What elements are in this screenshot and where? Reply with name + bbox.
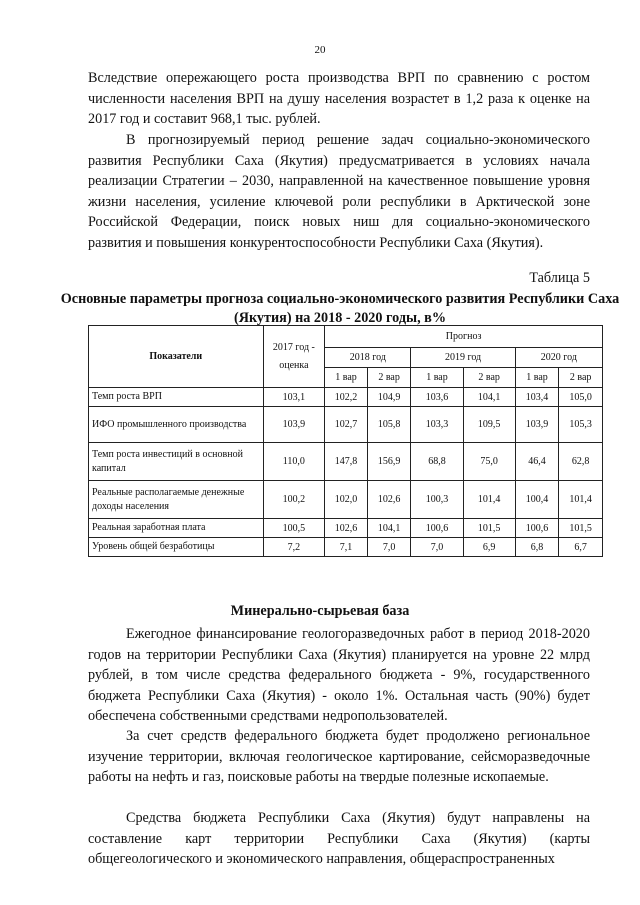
table-cell: 103,9: [515, 407, 559, 443]
paragraph-republic-budget: Средства бюджета Республики Саха (Якутия) будут направлены на составление карт территории Республики Саха (Якутия) (карты общегеологического и экономического направления, общераспространенных: [88, 810, 590, 868]
table-cell: 46,4: [515, 443, 559, 481]
table-cell: 6,9: [463, 538, 515, 557]
table-cell: 103,9: [263, 407, 325, 443]
table-cell: 7,1: [325, 538, 368, 557]
table-cell: 102,0: [325, 481, 368, 519]
table-cell: 100,4: [515, 481, 559, 519]
table-cell: 101,4: [463, 481, 515, 519]
header-2017: 2017 год - оценка: [263, 326, 325, 388]
table-cell: 103,3: [411, 407, 463, 443]
table-row: [89, 519, 603, 538]
paragraph-vrp: Вследствие опережающего роста производства ВРП по сравнению с ростом численности населения ВРП на душу населения возрастет в 1,2 раза к оценке на 2017 год и составит 968,1 тыс. рублей.: [88, 70, 590, 128]
table-row: [89, 481, 603, 519]
row-label: Уровень общей безработицы: [89, 538, 264, 557]
header-variant: 1 вар: [325, 368, 368, 388]
table-cell: 147,8: [325, 443, 368, 481]
table-cell: 102,7: [325, 407, 368, 443]
table-cell: 7,2: [263, 538, 325, 557]
table-title: Основные параметры прогноза социально-экономического развития Республики Саха (Якутия) на 2018 - 2020 годы, в%: [60, 291, 620, 326]
table-cell: 7,0: [411, 538, 463, 557]
paragraph-financing: Ежегодное финансирование геологоразведочных работ в период 2018-2020 годов на территории Республики Саха (Якутия) планируется на уровне 22 млрд рублей, в том числе средства федерального бюджета - 9%, государственного бюджета Республики Саха (Якутия) - около 1%. Остальная часть (90%) будет обеспечена собственными средствами недропользователей.: [88, 626, 590, 725]
table-cell: 104,1: [367, 519, 411, 538]
row-label: Темп роста инвестиций в основной капитал: [89, 443, 264, 481]
table-cell: 100,2: [263, 481, 325, 519]
table-cell: 101,5: [559, 519, 603, 538]
table-cell: 102,6: [367, 481, 411, 519]
table-cell: 100,6: [515, 519, 559, 538]
table-cell: 101,4: [559, 481, 603, 519]
table-cell: 100,3: [411, 481, 463, 519]
table-cell: 110,0: [263, 443, 325, 481]
table-cell: 6,7: [559, 538, 603, 557]
header-year-2020: 2020 год: [515, 348, 602, 368]
header-variant: 1 вар: [515, 368, 559, 388]
row-label: Реальные располагаемые денежные доходы населения: [89, 481, 264, 519]
header-variant: 2 вар: [463, 368, 515, 388]
page-number: 20: [314, 44, 326, 56]
table-cell: 156,9: [367, 443, 411, 481]
header-year-2019: 2019 год: [411, 348, 515, 368]
table-row: [89, 388, 603, 407]
table-cell: 104,1: [463, 388, 515, 407]
row-label: ИФО промышленного производства: [89, 407, 264, 443]
table-cell: 103,6: [411, 388, 463, 407]
table-cell: 100,6: [411, 519, 463, 538]
table-cell: 103,4: [515, 388, 559, 407]
header-variant: 2 вар: [367, 368, 411, 388]
table-label: Таблица 5: [529, 270, 590, 286]
table-cell: 75,0: [463, 443, 515, 481]
table-cell: 62,8: [559, 443, 603, 481]
table-row: [89, 443, 603, 481]
header-forecast: Прогноз: [325, 326, 603, 348]
table-cell: 68,8: [411, 443, 463, 481]
row-label: Темп роста ВРП: [89, 388, 264, 407]
table-row: [89, 538, 603, 557]
table-cell: 7,0: [367, 538, 411, 557]
table-cell: 102,2: [325, 388, 368, 407]
row-label: Реальная заработная плата: [89, 519, 264, 538]
header-year-2018: 2018 год: [325, 348, 411, 368]
header-indicator: Показатели: [89, 326, 264, 388]
table-cell: 6,8: [515, 538, 559, 557]
table-row: [89, 407, 603, 443]
table-cell: 101,5: [463, 519, 515, 538]
table-cell: 105,8: [367, 407, 411, 443]
header-variant: 2 вар: [559, 368, 603, 388]
paragraph-federal-budget: За счет средств федерального бюджета будет продолжено региональное изучение территории, включая геологическое картирование, сейсморазведочные работы на нефть и газ, поисковые работы на твердые полезные ископаемые.: [88, 728, 590, 786]
header-variant: 1 вар: [411, 368, 463, 388]
table-cell: 109,5: [463, 407, 515, 443]
forecast-table: [88, 325, 603, 557]
table-cell: 105,0: [559, 388, 603, 407]
table-cell: 102,6: [325, 519, 368, 538]
table-cell: 105,3: [559, 407, 603, 443]
section-title: Минерально-сырьевая база: [230, 603, 410, 619]
table-cell: 104,9: [367, 388, 411, 407]
paragraph-strategy: В прогнозируемый период решение задач социально-экономического развития Республики Саха (Якутия) предусматривается в условиях начала реализации Стратегии – 2030, направленной на качественное повышение уровня жизни населения, усиление ключевой роли республики в Арктической зоне Российской Федерации, поиск новых ниш для социально-экономического развития и повышения конкурентоспособности Республики Саха (Якутия).: [88, 132, 590, 251]
table-cell: 100,5: [263, 519, 325, 538]
table-cell: 103,1: [263, 388, 325, 407]
